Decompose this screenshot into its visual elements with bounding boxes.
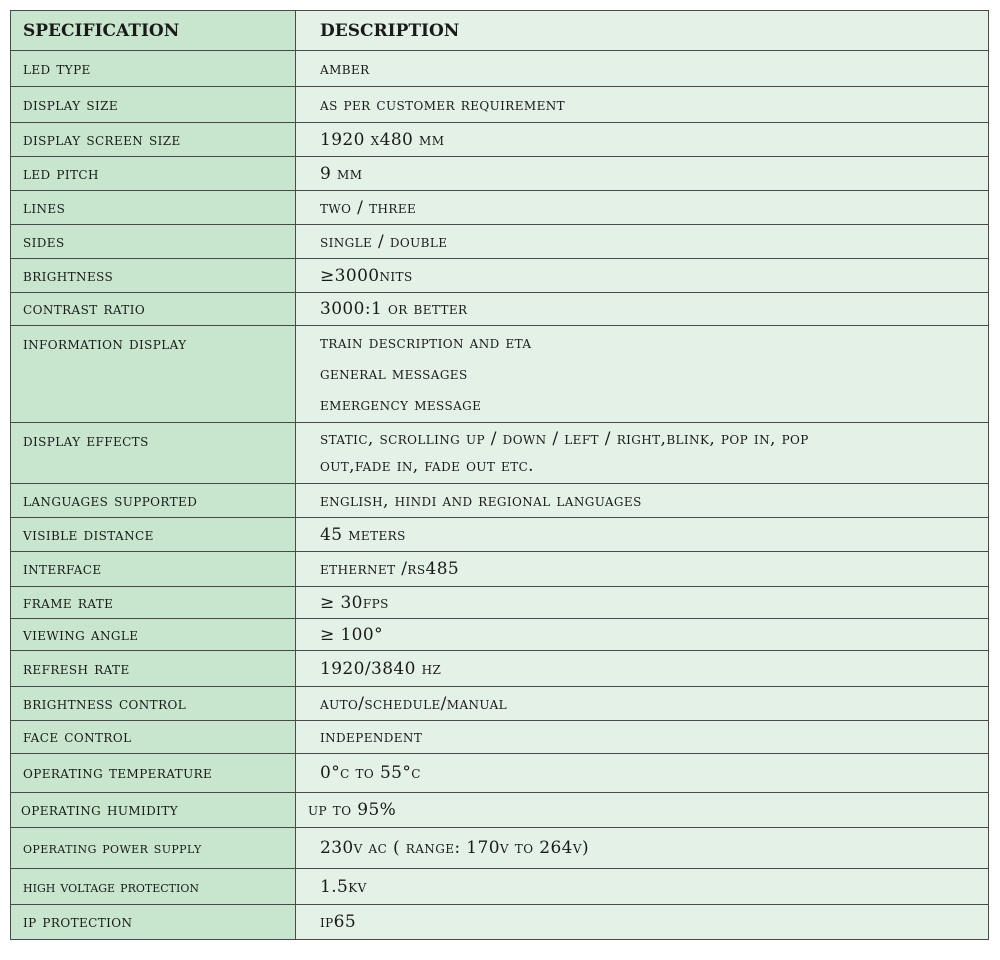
table-row xyxy=(11,518,989,552)
desc-cell: auto/schedule/manual xyxy=(296,687,989,721)
table-row xyxy=(11,157,989,191)
table-row xyxy=(11,619,989,651)
desc-cell: independent xyxy=(296,721,989,754)
table-row xyxy=(11,326,989,423)
table-row xyxy=(11,123,989,157)
desc-cell: 0°c to 55°c xyxy=(296,754,989,793)
table-header-row xyxy=(11,11,989,51)
spec-cell: interface xyxy=(11,552,296,587)
spec-cell: frame rate xyxy=(11,587,296,619)
desc-cell: up to 95% xyxy=(296,793,989,828)
spec-cell: information display xyxy=(11,326,296,423)
table-row xyxy=(11,651,989,687)
desc-cell: two / three xyxy=(296,191,989,225)
table-row xyxy=(11,259,989,293)
desc-cell: amber xyxy=(296,51,989,87)
spec-cell: face control xyxy=(11,721,296,754)
spec-cell: brightness xyxy=(11,259,296,293)
table-row xyxy=(11,51,989,87)
desc-cell xyxy=(296,326,989,423)
table-row xyxy=(11,87,989,123)
specification-table xyxy=(10,10,989,940)
table-row xyxy=(11,869,989,905)
desc-cell: ip65 xyxy=(296,905,989,940)
desc-line: static, scrolling up / down / left / right,blink, pop in, pop xyxy=(320,429,809,449)
desc-cell: ≥3000nits xyxy=(296,259,989,293)
desc-cell: single / double xyxy=(296,225,989,259)
spec-cell: refresh rate xyxy=(11,651,296,687)
desc-line: train description and eta xyxy=(320,332,532,353)
spec-cell: sides xyxy=(11,225,296,259)
spec-cell: brightness control xyxy=(11,687,296,721)
table-row xyxy=(11,905,989,940)
desc-line: out,fade in, fade out etc. xyxy=(320,456,534,476)
spec-cell: languages supported xyxy=(11,484,296,518)
desc-cell: as per customer requirement xyxy=(296,87,989,123)
spec-cell: high voltage protection xyxy=(11,869,296,905)
spec-cell: operating power supply xyxy=(11,828,296,869)
desc-cell: 1920 x480 mm xyxy=(296,123,989,157)
desc-cell: 1920/3840 hz xyxy=(296,651,989,687)
table-row xyxy=(11,587,989,619)
table-row xyxy=(11,423,989,484)
spec-cell: led pitch xyxy=(11,157,296,191)
table-row xyxy=(11,721,989,754)
table-row xyxy=(11,552,989,587)
spec-cell: display screen size xyxy=(11,123,296,157)
desc-cell: 3000:1 or better xyxy=(296,293,989,326)
spec-cell: contrast ratio xyxy=(11,293,296,326)
desc-cell: ≥ 30fps xyxy=(296,587,989,619)
header-description: DESCRIPTION xyxy=(296,11,989,51)
desc-line: general messages xyxy=(320,363,468,384)
table-row xyxy=(11,754,989,793)
desc-cell: ethernet /rs485 xyxy=(296,552,989,587)
spec-cell: operating humidity xyxy=(11,793,296,828)
desc-line: emergency message xyxy=(320,394,482,415)
desc-cell xyxy=(296,423,989,484)
spec-cell: viewing angle xyxy=(11,619,296,651)
spec-cell: led type xyxy=(11,51,296,87)
desc-cell: english, hindi and regional languages xyxy=(296,484,989,518)
desc-cell: 230v ac ( range: 170v to 264v) xyxy=(296,828,989,869)
spec-cell: lines xyxy=(11,191,296,225)
table-row xyxy=(11,687,989,721)
spec-cell: display size xyxy=(11,87,296,123)
table-row xyxy=(11,793,989,828)
desc-cell: 9 mm xyxy=(296,157,989,191)
header-specification: SPECIFICATION xyxy=(11,11,296,51)
spec-cell: display effects xyxy=(11,423,296,484)
spec-cell: operating temperature xyxy=(11,754,296,793)
table-row xyxy=(11,484,989,518)
desc-cell: 1.5kv xyxy=(296,869,989,905)
table-row xyxy=(11,191,989,225)
desc-cell: 45 meters xyxy=(296,518,989,552)
spec-cell: visible distance xyxy=(11,518,296,552)
spec-cell: ip protection xyxy=(11,905,296,940)
desc-cell: ≥ 100° xyxy=(296,619,989,651)
table-row xyxy=(11,828,989,869)
table-row xyxy=(11,225,989,259)
table-row xyxy=(11,293,989,326)
